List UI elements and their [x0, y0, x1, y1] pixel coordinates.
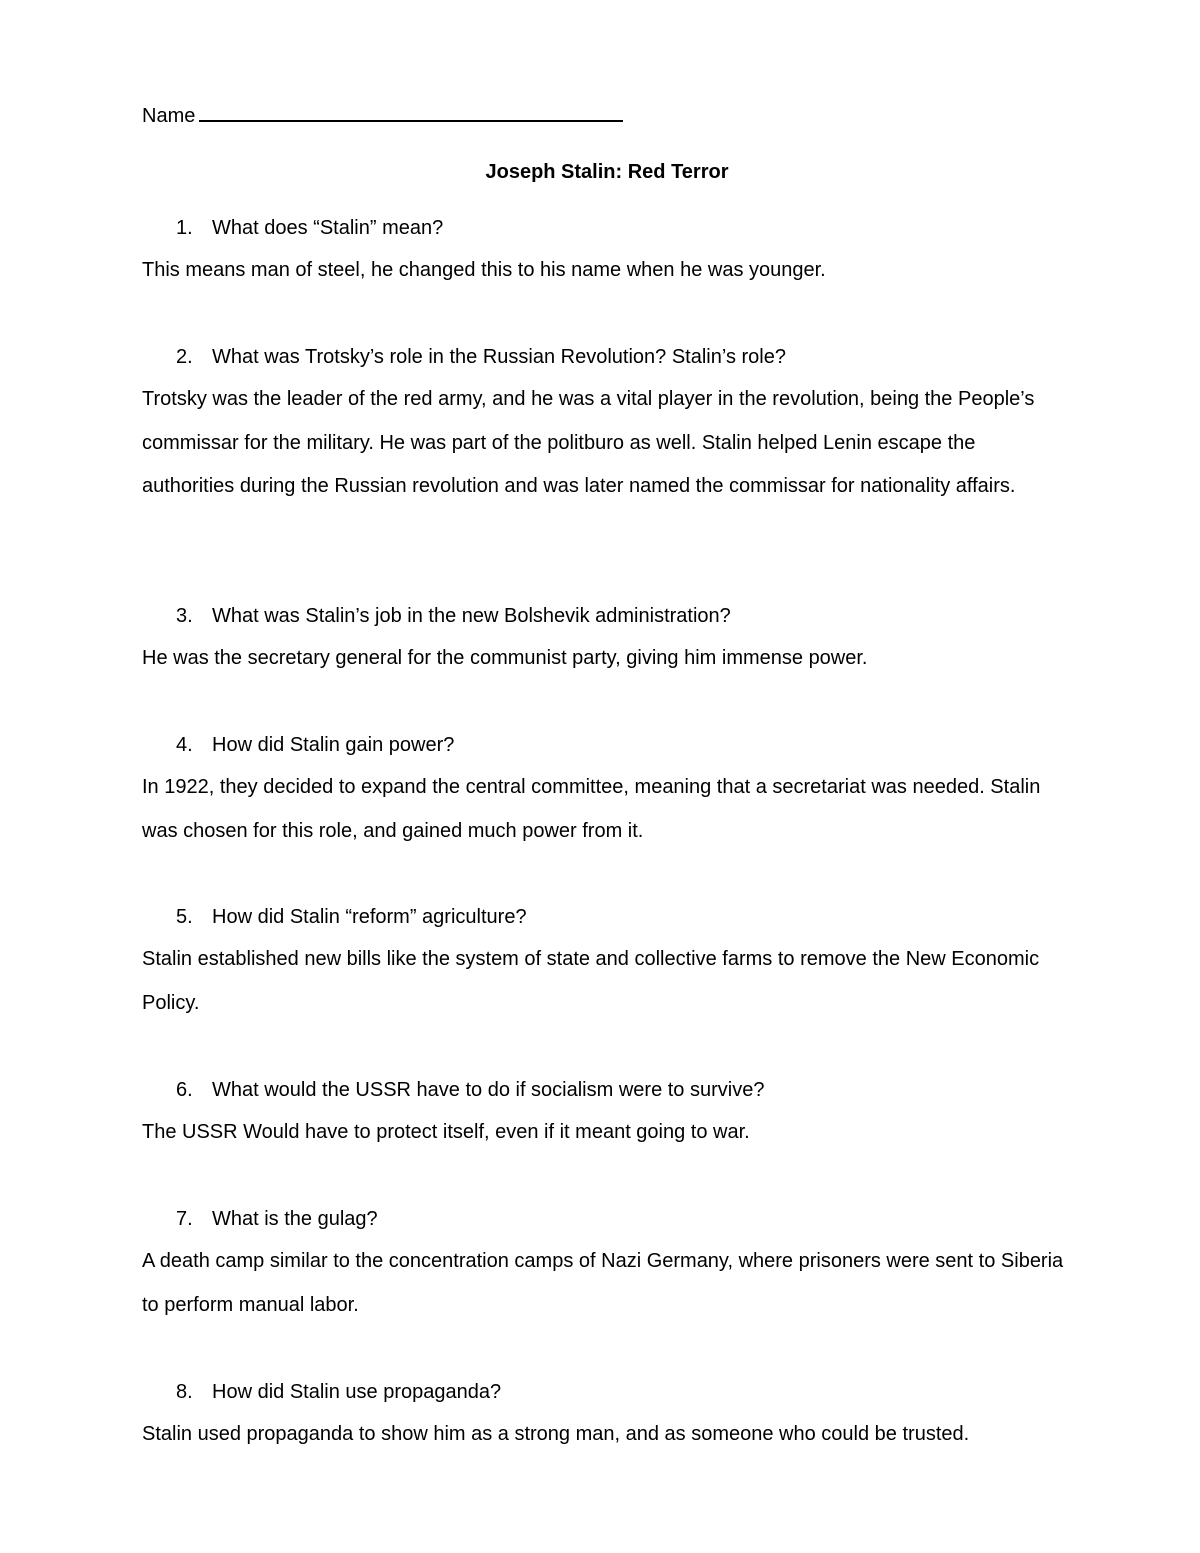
- answer-text: In 1922, they decided to expand the central committee, meaning that a secretariat was needed. Stalin was chosen for this role, and gained much power from it.: [142, 776, 1041, 842]
- question: [142, 1204, 1072, 1234]
- question-text: How did Stalin gain power?: [212, 734, 455, 756]
- question-block-8: [142, 1377, 1072, 1457]
- question: [142, 902, 1072, 932]
- answer-text: Stalin established new bills like the system of state and collective farms to remove the New Economic Policy.: [142, 948, 1040, 1014]
- name-blank-line: [199, 98, 623, 122]
- question-number: 7.: [176, 1208, 193, 1230]
- answer-text: The USSR Would have to protect itself, even if it meant going to war.: [142, 1121, 750, 1143]
- name-field: [142, 98, 623, 131]
- question-block-2: [142, 342, 1072, 509]
- answer-text: Stalin used propaganda to show him as a strong man, and as someone who could be trusted.: [142, 1423, 970, 1445]
- name-label: Name: [142, 105, 196, 127]
- question-text: What was Trotsky’s role in the Russian Revolution? Stalin’s role?: [212, 346, 786, 368]
- answer-text: This means man of steel, he changed this to his name when he was younger.: [142, 259, 826, 281]
- question-text: What is the gulag?: [212, 1208, 378, 1230]
- question-number: 6.: [176, 1079, 193, 1101]
- question-text: What does “Stalin” mean?: [212, 217, 444, 239]
- question-text: How did Stalin use propaganda?: [212, 1381, 502, 1403]
- question-block-6: [142, 1075, 1072, 1155]
- question: [142, 342, 1072, 372]
- question-number: 5.: [176, 906, 193, 928]
- question: [142, 1377, 1072, 1407]
- question-number: 3.: [176, 605, 193, 627]
- document-title: Joseph Stalin: Red Terror: [485, 161, 729, 183]
- answer-text: Trotsky was the leader of the red army, and he was a vital player in the revolution, being the People’s commissar for the military. He was part of the politburo as well. Stalin helped Lenin escape the authorities during the Russian revolution and was later named the commissar for nationality affairs.: [142, 388, 1035, 497]
- question: [142, 213, 1072, 243]
- question-number: 8.: [176, 1381, 193, 1403]
- answer-text: He was the secretary general for the communist party, giving him immense power.: [142, 647, 868, 669]
- question-text: What would the USSR have to do if socialism were to survive?: [212, 1079, 765, 1101]
- question-block-1: [142, 213, 1072, 293]
- question-block-4: [142, 730, 1072, 853]
- question-block-5: [142, 902, 1072, 1025]
- question-number: 2.: [176, 346, 193, 368]
- question-text: What was Stalin’s job in the new Bolshevik administration?: [212, 605, 731, 627]
- question-block-7: [142, 1204, 1072, 1327]
- question-number: 4.: [176, 734, 193, 756]
- question-block-3: [142, 601, 1072, 681]
- question: [142, 601, 1072, 631]
- question: [142, 730, 1072, 760]
- answer-text: A death camp similar to the concentration camps of Nazi Germany, where prisoners were sent to Siberia to perform manual labor.: [142, 1250, 1064, 1316]
- question: [142, 1075, 1072, 1105]
- question-number: 1.: [176, 217, 193, 239]
- question-text: How did Stalin “reform” agriculture?: [212, 906, 527, 928]
